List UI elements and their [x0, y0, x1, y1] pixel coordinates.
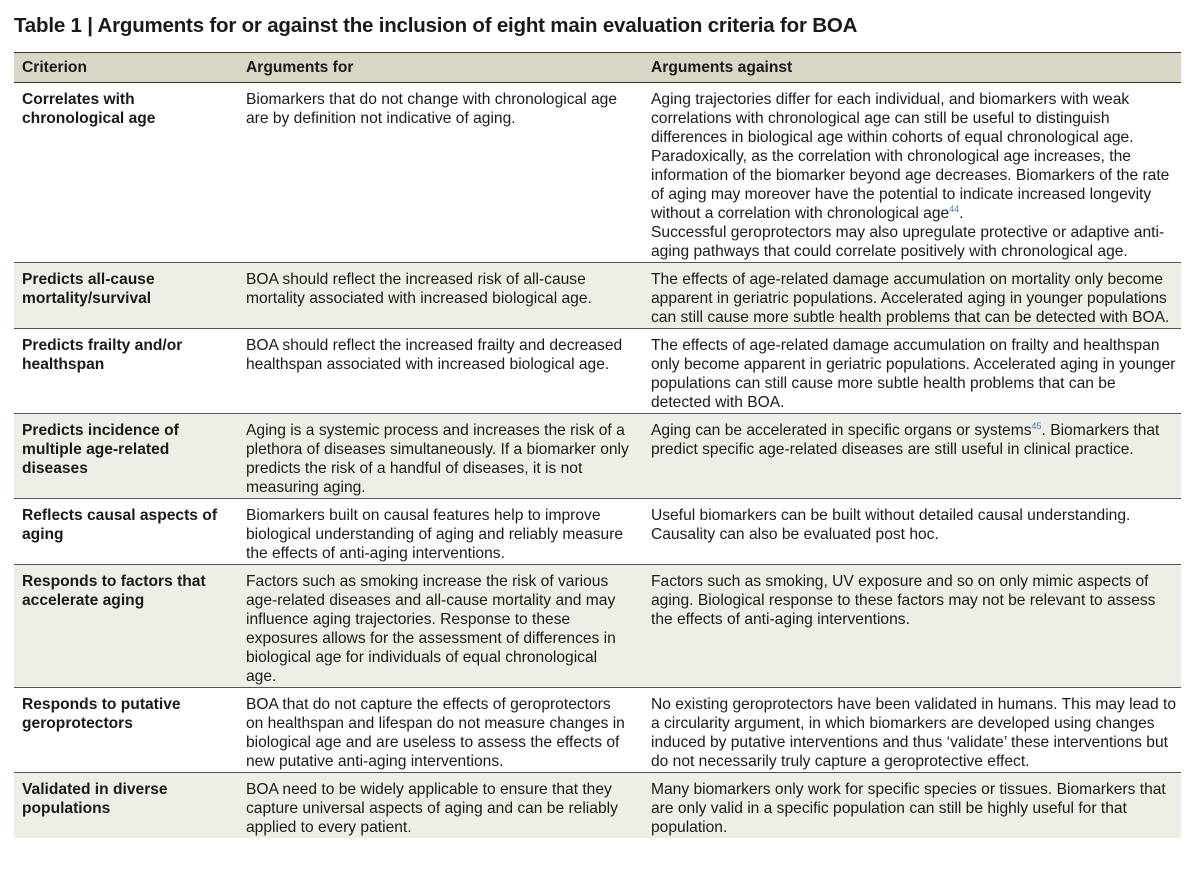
argument-against-text-end: .: [959, 205, 964, 222]
table-row: [14, 414, 1181, 499]
argument-against-text-end: . Biomarkers that predict specific age-related diseases are still useful in clinical practice.: [651, 422, 1160, 458]
header-criterion: Criterion: [14, 53, 238, 83]
criterion-cell: Predicts all-cause mortality/survival: [14, 263, 238, 329]
table-row: [14, 329, 1181, 414]
table-row: [14, 688, 1181, 773]
argument-against-cell: Many biomarkers only work for specific species or tissues. Biomarkers that are only valid in a specific population can still be highly useful for that population.: [651, 781, 1166, 836]
argument-against-cell: [643, 414, 1181, 499]
argument-against-text: Aging trajectories differ for each individual, and biomarkers with weak correlations with chronological age can still be useful to distinguish differences in biological age within cohorts of equal chronological age. Paradoxically, as the correlation with chronological age increases, the information of the biomarker beyond age decreases. Biomarkers of the rate of aging may moreover have the potential to indicate increased longevity without a correlation with chronological age: [651, 91, 1170, 222]
criterion-cell: Responds to factors that accelerate aging: [14, 565, 238, 688]
argument-for-cell: BOA need to be widely applicable to ensure that they capture universal aspects of aging and can be reliably applied to every patient.: [246, 781, 618, 836]
table-row: [14, 773, 1181, 839]
argument-against-text: Aging can be accelerated in specific organs or systems: [651, 422, 1032, 439]
criterion-cell: Responds to putative geroprotectors: [14, 688, 238, 773]
criteria-table: [14, 52, 1181, 838]
argument-against-cell: Useful biomarkers can be built without detailed causal understanding. Causality can also be evaluated post hoc.: [643, 499, 1181, 565]
reference-45-link[interactable]: 45: [1031, 420, 1042, 431]
table-title: Table 1 | Arguments for or against the inclusion of eight main evaluation criteria for BOA: [14, 14, 858, 37]
criterion-cell: Predicts frailty and/or healthspan: [14, 329, 238, 414]
argument-for-cell: Factors such as smoking increase the risk of various age-related diseases and all-cause mortality and may influence aging trajectories. Response to these exposures allows for the assessment of differences in biological age for individuals of equal chronological age.: [238, 565, 643, 688]
argument-against-cell: The effects of age-related damage accumulation on frailty and healthspan only become apparent in geriatric populations. Accelerated aging in younger populations can still cause more subtle health problems that can be detected with BOA.: [643, 329, 1181, 414]
table-header-row: [14, 53, 1181, 83]
argument-against-cell: [643, 83, 1181, 263]
table-row: [14, 83, 1181, 263]
argument-against-cell: Factors such as smoking, UV exposure and so on only mimic aspects of aging. Biological response to these factors may not be relevant to assess the effects of anti-aging interventions.: [643, 565, 1181, 688]
header-arguments-for: Arguments for: [238, 53, 643, 83]
argument-for-cell: BOA should reflect the increased risk of all-cause mortality associated with increased biological age.: [238, 263, 643, 329]
argument-against-cell: The effects of age-related damage accumulation on mortality only become apparent in geriatric populations. Accelerated aging in younger populations can still cause more subtle health problems that can be detected with BOA.: [643, 263, 1181, 329]
argument-for-cell: BOA that do not capture the effects of geroprotectors on healthspan and lifespan do not measure changes in biological age and are useless to assess the effects of new putative anti-aging interventions.: [238, 688, 643, 773]
table-row: [14, 565, 1181, 688]
argument-for-cell: Biomarkers built on causal features help to improve biological understanding of aging and reliably measure the effects of anti-aging interventions.: [238, 499, 643, 565]
argument-against-cell: No existing geroprotectors have been validated in humans. This may lead to a circularity argument, in which biomarkers are developed using changes induced by putative interventions and thus ‘validate’ these interventions but do not necessarily truly capture a geroprotective effect.: [643, 688, 1181, 773]
criterion-cell: Validated in diverse populations: [22, 781, 168, 817]
criterion-cell: Predicts incidence of multiple age-related diseases: [14, 414, 238, 499]
argument-for-cell: Biomarkers that do not change with chronological age are by definition not indicative of aging.: [238, 83, 643, 263]
argument-against-paragraph: Successful geroprotectors may also upregulate protective or adaptive anti-aging pathways that could correlate positively with chronological age.: [651, 224, 1165, 260]
table-row: [14, 499, 1181, 565]
header-arguments-against: Arguments against: [643, 53, 1181, 83]
criterion-cell: Correlates with chronological age: [14, 83, 238, 263]
reference-44-link[interactable]: 44: [949, 203, 960, 214]
argument-for-cell: BOA should reflect the increased frailty and decreased healthspan associated with increased biological age.: [238, 329, 643, 414]
criterion-cell: Reflects causal aspects of aging: [14, 499, 238, 565]
argument-for-cell: Aging is a systemic process and increases the risk of a plethora of diseases simultaneously. If a biomarker only predicts the risk of a handful of diseases, it is not measuring aging.: [238, 414, 643, 499]
table-row: [14, 263, 1181, 329]
